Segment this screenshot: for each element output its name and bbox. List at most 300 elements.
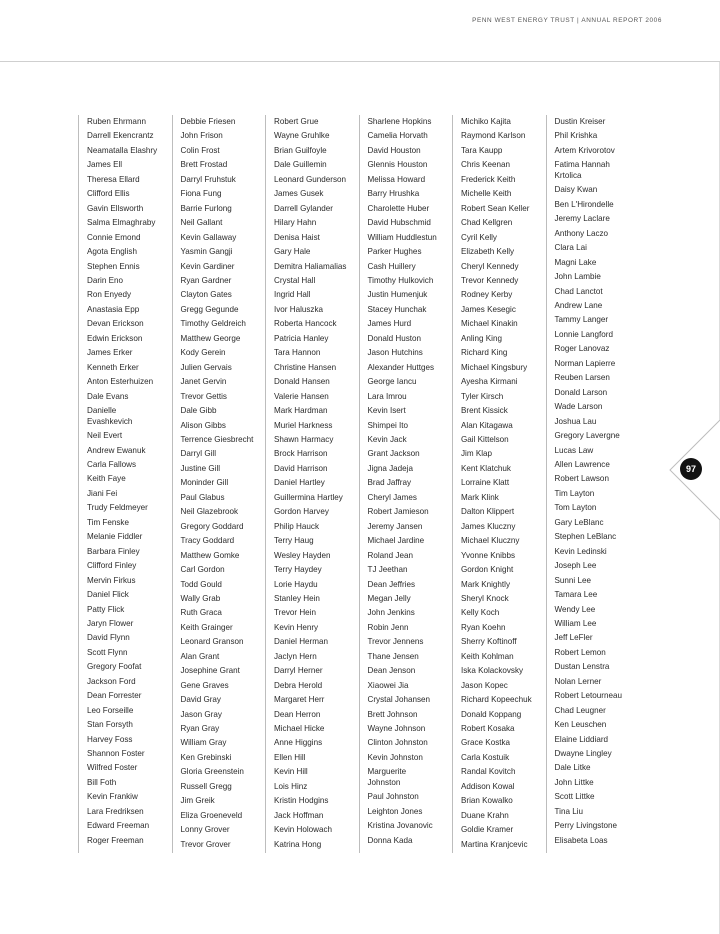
list-item: Harvey Foss [87, 734, 133, 744]
list-item: James Ell [87, 160, 123, 170]
list-item: Lara Fredriksen [87, 806, 144, 816]
list-item: Keith Kohlman [461, 651, 514, 661]
list-item: Daniel Flick [87, 590, 129, 600]
list-item: Dalton Klippert [461, 507, 515, 517]
list-item: Jeff LeFler [554, 633, 593, 643]
list-item: Todd Gould [180, 579, 222, 589]
list-item: Robert Lemon [554, 647, 606, 657]
list-item: Allen Lawrence [554, 459, 610, 469]
list-item: Sharlene Hopkins [367, 117, 432, 126]
list-item: Clifford Ellis [87, 189, 130, 199]
list-item: Philip Hauck [274, 521, 319, 531]
list-item: Mark Klink [461, 492, 499, 502]
list-item: Moninder Gill [180, 478, 229, 488]
list-item: Ruben Ehrmann [87, 117, 146, 126]
list-item: Gregory Goddard [180, 521, 244, 531]
list-item: Cyril Kelly [461, 232, 497, 242]
list-item: Joshua Lau [554, 416, 597, 426]
list-item: Brock Harrison [274, 449, 328, 459]
list-item: TJ Jeethan [367, 565, 408, 575]
list-item: Gloria Greenstein [180, 767, 244, 777]
list-item: Clifford Finley [87, 561, 137, 571]
list-item: Joseph Lee [554, 561, 597, 571]
list-item: Kevin Gardiner [180, 261, 235, 271]
list-item: Kristina Jovanovic [367, 821, 433, 831]
list-item: Tracy Goddard [180, 536, 235, 546]
list-item: Kevin Holowach [274, 825, 333, 835]
list-item: Clayton Gates [180, 290, 232, 300]
list-item: Hilary Hahn [274, 218, 317, 228]
list-item: Katrina Hong [274, 839, 322, 849]
list-item: Leonard Granson [180, 637, 244, 647]
list-item: Kevin Johnston [367, 752, 423, 762]
list-item: Stanley Hein [274, 593, 320, 603]
list-item: Gary Hale [274, 247, 311, 257]
list-item: John Littke [554, 777, 594, 787]
list-item: Dean Forrester [87, 691, 142, 701]
list-item: Lonny Grover [180, 825, 230, 835]
list-item: Dale Litke [554, 763, 591, 773]
list-item: Guillermina Hartley [274, 492, 343, 502]
list-item: Mervin Firkus [87, 575, 136, 585]
list-item: Cash Huillery [367, 261, 416, 271]
list-item: Carl Gordon [180, 565, 225, 575]
list-item: Danielle Evashkevich [87, 406, 133, 426]
list-item: Mark Knightly [461, 579, 511, 589]
list-item: Carla Fallows [87, 459, 137, 469]
list-item: Clinton Johnston [367, 738, 428, 748]
list-item: David Gray [180, 695, 221, 705]
list-item: Carla Kostuik [461, 752, 510, 762]
list-item: Ken Leuschen [554, 720, 607, 730]
list-item: Debbie Friesen [180, 117, 236, 126]
list-item: Tara Kaupp [461, 145, 503, 155]
list-item: Dean Herron [274, 709, 321, 719]
list-item: Wesley Hayden [274, 550, 331, 560]
list-item: Jaryn Flower [87, 618, 134, 628]
list-item: Devan Erickson [87, 319, 144, 329]
list-item: Parker Hughes [367, 247, 422, 257]
list-item: Chad Lanctot [554, 286, 603, 296]
list-item: Stephen LeBlanc [554, 532, 617, 542]
list-item: Ben L'Hirondelle [554, 199, 614, 209]
list-item: Denisa Haist [274, 232, 320, 242]
list-item: Patty Flick [87, 604, 125, 614]
list-item: Reuben Larsen [554, 373, 610, 383]
list-item: Lucas Law [554, 445, 594, 455]
list-item: Roger Freeman [87, 835, 144, 845]
list-item: Dale Guillemin [274, 160, 327, 170]
list-item: Stephen Ennis [87, 261, 140, 271]
list-item: Darin Eno [87, 275, 123, 285]
list-item: David Harrison [274, 463, 328, 473]
list-item: John Jenkins [367, 608, 415, 618]
list-item: Paul Johnston [367, 792, 419, 802]
list-item: Margaret Herr [274, 695, 325, 705]
list-item: Robert Kosaka [461, 724, 515, 734]
list-item: Gavin Ellsworth [87, 203, 144, 213]
list-item: Grant Jackson [367, 449, 420, 459]
list-item: Jim Greik [180, 796, 215, 806]
list-item: Kevin Ledinski [554, 546, 607, 556]
list-item: Ryan Koehn [461, 622, 506, 632]
list-item: Tara Hannon [274, 348, 321, 358]
list-item: Anne Higgins [274, 738, 323, 748]
list-item: Michael Kinakin [461, 319, 518, 329]
list-item: Edwin Erickson [87, 333, 143, 343]
list-item: George Iancu [367, 377, 417, 387]
list-item: Ingrid Hall [274, 290, 311, 300]
list-item: Gregg Gegunde [180, 304, 239, 314]
list-item: Stan Forsyth [87, 720, 133, 730]
list-item: Brad Jaffray [367, 478, 411, 488]
list-item: Camelia Horvath [367, 131, 428, 141]
list-item: Stacey Hunchak [367, 304, 427, 314]
list-item: Crystal Johansen [367, 695, 431, 705]
list-item: Robert Grue [274, 117, 319, 126]
list-item: Sunni Lee [554, 575, 591, 585]
list-item: Paul Glabus [180, 492, 225, 502]
list-item: Brett Johnson [367, 709, 418, 719]
list-item: Dean Jeffries [367, 579, 416, 589]
list-item: Kevin Frankiw [87, 792, 138, 802]
list-item: Jeremy Jansen [367, 521, 423, 531]
list-item: Sheryl Knock [461, 593, 509, 603]
list-item: Roberta Hancock [274, 319, 337, 329]
list-item: Demitra Haliamalias [274, 261, 347, 271]
page-number-badge: 97 [680, 458, 702, 480]
list-item: Michael Hicke [274, 724, 325, 734]
list-item: Alan Kitagawa [461, 420, 513, 430]
list-item: Elaine Liddiard [554, 734, 609, 744]
list-item: Lara Imrou [367, 391, 407, 401]
list-item: Dale Evans [87, 391, 129, 401]
list-item: Iska Kolackovsky [461, 666, 524, 676]
list-item: William Gray [180, 738, 227, 748]
list-item: Josephine Grant [180, 666, 240, 676]
list-item: Martina Kranjcevic [461, 839, 528, 849]
list-item: Keith Grainger [180, 622, 233, 632]
list-item: Trevor Grover [180, 839, 231, 849]
list-item: Bill Foth [87, 777, 117, 787]
list-item: Anthony Laczo [554, 228, 609, 238]
list-item: Trevor Hein [274, 608, 316, 618]
list-item: Donna Kada [367, 835, 413, 845]
list-item: Lorraine Klatt [461, 478, 510, 488]
list-item: David Hubschmid [367, 218, 431, 228]
list-item: Edward Freeman [87, 821, 150, 831]
list-item: William Huddlestun [367, 232, 437, 242]
list-item: Robert Lawson [554, 474, 609, 484]
list-item: Ryan Gardner [180, 275, 232, 285]
list-item: Tammy Langer [554, 315, 609, 325]
list-item: Thane Jensen [367, 651, 419, 661]
list-item: Rodney Kerby [461, 290, 513, 300]
list-item: Gordon Harvey [274, 507, 329, 517]
list-item: Janet Gervin [180, 377, 227, 387]
report-header: PENN WEST ENERGY TRUST | ANNUAL REPORT 2006 [472, 17, 662, 24]
list-item: Leonard Gunderson [274, 174, 346, 184]
list-item: Cheryl James [367, 492, 417, 502]
list-item: Robert Sean Keller [461, 203, 530, 213]
list-item: Phil Krishka [554, 131, 598, 141]
list-item: Perry Livingstone [554, 821, 618, 831]
list-item: Terry Haug [274, 536, 314, 546]
list-item: Dwayne Lingley [554, 749, 612, 759]
list-item: Lois Hinz [274, 781, 308, 791]
list-item: Gregory Foofat [87, 662, 142, 672]
list-item: Brian Kowalko [461, 796, 513, 806]
list-item: Alison Gibbs [180, 420, 226, 430]
list-item: Anling King [461, 333, 502, 343]
list-item: Darrell Ekencrantz [87, 131, 154, 141]
list-item: Justine Gill [180, 463, 221, 473]
list-item: Neil Glazebrook [180, 507, 239, 517]
list-item: Magni Lake [554, 257, 597, 267]
list-item: Valerie Hansen [274, 391, 329, 401]
list-item: Kevin Isert [367, 406, 406, 416]
list-item: Glennis Houston [367, 160, 428, 170]
list-item: Daniel Herman [274, 637, 328, 647]
list-item: Fatima Hannah Krtolica [554, 160, 610, 180]
list-item: Leighton Jones [367, 806, 423, 816]
list-item: Dean Jenson [367, 666, 416, 676]
list-item: James Gusek [274, 189, 324, 199]
list-item: Michael Kluczny [461, 536, 520, 546]
list-item: Addison Kowal [461, 781, 515, 791]
list-item: Elizabeth Kelly [461, 247, 515, 257]
list-item: Wayne Gruhlke [274, 131, 330, 141]
list-item: Patricia Hanley [274, 333, 329, 343]
list-item: Charolette Huber [367, 203, 430, 213]
list-item: Jack Hoffman [274, 810, 324, 820]
list-item: Eliza Groeneveld [180, 810, 243, 820]
list-item: Andrew Ewanuk [87, 445, 146, 455]
list-item: Mark Hardman [274, 406, 328, 416]
list-item: Chad Leugner [554, 705, 606, 715]
list-item: Brent Kissick [461, 406, 508, 416]
list-item: Donald Huston [367, 333, 422, 343]
list-item: Donald Larson [554, 387, 608, 397]
list-item: Ivor Haluszka [274, 304, 324, 314]
list-item: Andrew Lane [554, 300, 603, 310]
list-item: Trevor Gettis [180, 391, 227, 401]
list-item: Dustin Kreiser [554, 117, 606, 126]
list-item: James Erker [87, 348, 133, 358]
list-item: Melissa Howard [367, 174, 426, 184]
list-item: Kelly Koch [461, 608, 500, 618]
name-column-5 [452, 115, 546, 853]
list-item: Jason Kopec [461, 680, 508, 690]
list-item: Kent Klatchuk [461, 463, 511, 473]
list-item: Wendy Lee [554, 604, 596, 614]
list-item: James Hurd [367, 319, 412, 329]
list-item: Lonnie Langford [554, 329, 614, 339]
list-item: Melanie Fiddler [87, 532, 143, 542]
list-item: Trudy Feldmeyer [87, 503, 148, 513]
list-item: Russell Gregg [180, 781, 232, 791]
list-item: Roger Lanovaz [554, 344, 610, 354]
list-item: Michael Jardine [367, 536, 425, 546]
list-item: Gregory Lavergne [554, 431, 620, 441]
list-item: Yvonne Knibbs [461, 550, 516, 560]
list-item: Clara Lai [554, 243, 587, 253]
list-item: Trevor Jennens [367, 637, 424, 647]
list-item: Timothy Geldreich [180, 319, 246, 329]
list-item: Norman Lapierre [554, 358, 616, 368]
list-item: Trevor Kennedy [461, 275, 519, 285]
list-item: Wade Larson [554, 402, 603, 412]
list-item: Terry Haydey [274, 565, 322, 575]
list-item: Brian Guilfoyle [274, 145, 327, 155]
list-item: Timothy Hulkovich [367, 275, 434, 285]
list-item: James Kluczny [461, 521, 516, 531]
list-item: Sherry Koftinoff [461, 637, 517, 647]
list-item: Richard King [461, 348, 508, 358]
list-item: Tina Liu [554, 806, 583, 816]
list-item: Julien Gervais [180, 362, 232, 372]
list-item: Muriel Harkness [274, 420, 333, 430]
list-item: Barrie Furlong [180, 203, 232, 213]
list-item: Daisy Kwan [554, 185, 598, 195]
name-column-3 [265, 115, 359, 853]
list-item: Kristin Hodgins [274, 796, 329, 806]
list-item: Shimpei Ito [367, 420, 408, 430]
list-item: Jason Hutchins [367, 348, 423, 358]
list-item: Jaclyn Hern [274, 651, 317, 661]
list-item: Tyler Kirsch [461, 391, 504, 401]
name-column-1 [78, 115, 172, 853]
list-item: Ryan Gray [180, 724, 220, 734]
list-item: Agota English [87, 247, 137, 257]
list-item: Dustan Lenstra [554, 662, 610, 672]
list-item: Scott Littke [554, 792, 595, 802]
list-item: Megan Jelly [367, 593, 411, 603]
name-column-2 [172, 115, 266, 853]
list-item: Tim Layton [554, 488, 595, 498]
list-item: Jeremy Laclare [554, 214, 610, 224]
list-item: Shawn Harmacy [274, 434, 334, 444]
list-item: Daniel Hartley [274, 478, 325, 488]
list-item: Duane Krahn [461, 810, 509, 820]
list-item: Ken Grebinski [180, 752, 232, 762]
list-item: Gary LeBlanc [554, 517, 604, 527]
list-item: Donald Koppang [461, 709, 522, 719]
list-item: Colin Frost [180, 145, 220, 155]
list-item: Debra Herold [274, 680, 323, 690]
list-item: Kevin Gallaway [180, 232, 237, 242]
list-item: Kenneth Erker [87, 362, 139, 372]
list-item: Neil Gallant [180, 218, 223, 228]
list-item: Randal Kovitch [461, 767, 516, 777]
list-item: Jiani Fei [87, 488, 118, 498]
list-item: Michiko Kajita [461, 117, 511, 126]
list-item: Leo Forseille [87, 705, 134, 715]
list-item: Artem Krivorotov [554, 145, 615, 155]
list-item: Terrence Giesbrecht [180, 434, 254, 444]
list-item: Elisabeta Loas [554, 835, 608, 845]
list-item: Barry Hrushka [367, 189, 420, 199]
list-item: Kevin Hill [274, 767, 308, 777]
list-item: Kody Gerein [180, 348, 226, 358]
list-item: Darryl Herner [274, 666, 323, 676]
list-item: Darryl Gill [180, 449, 217, 459]
list-item: John Lambie [554, 272, 601, 282]
list-item: Gordon Knight [461, 565, 514, 575]
list-item: Wayne Johnson [367, 724, 426, 734]
list-item: Justin Humenjuk [367, 290, 428, 300]
list-item: Matthew Gomke [180, 550, 240, 560]
list-item: Scott Flynn [87, 647, 128, 657]
list-item: Grace Kostka [461, 738, 511, 748]
list-item: Jim Klap [461, 449, 493, 459]
list-item: Connie Emond [87, 232, 141, 242]
list-item: Wally Grab [180, 593, 221, 603]
list-item: David Flynn [87, 633, 130, 643]
list-item: Fiona Fung [180, 189, 222, 199]
list-item: Robert Letourneau [554, 691, 622, 701]
list-item: Marguerite Johnston [367, 767, 407, 787]
list-item: Xiaowei Jia [367, 680, 409, 690]
list-item: Michelle Keith [461, 189, 512, 199]
list-item: Frederick Keith [461, 174, 516, 184]
list-item: John Frison [180, 131, 223, 141]
list-item: Nolan Lerner [554, 676, 602, 686]
list-item: Raymond Karlson [461, 131, 526, 141]
list-item: Anastasia Epp [87, 304, 140, 314]
list-item: Tim Fenske [87, 517, 129, 527]
list-item: Neil Evert [87, 431, 123, 441]
list-item: Gene Graves [180, 680, 229, 690]
list-item: Wilfred Foster [87, 763, 138, 773]
list-item: Darrell Gylander [274, 203, 333, 213]
list-item: Lorie Haydu [274, 579, 318, 589]
list-item: Ayesha Kirmani [461, 377, 518, 387]
list-item: Barbara Finley [87, 546, 140, 556]
list-item: David Houston [367, 145, 421, 155]
list-item: Jigna Jadeja [367, 463, 413, 473]
list-item: Chad Kellgren [461, 218, 513, 228]
list-item: Anton Esterhuizen [87, 377, 154, 387]
list-item: Ron Enyedy [87, 290, 132, 300]
list-item: Donald Hansen [274, 377, 330, 387]
list-item: Christine Hansen [274, 362, 337, 372]
list-item: Robin Jenn [367, 622, 409, 632]
list-item: Theresa Ellard [87, 174, 140, 184]
list-item: William Lee [554, 618, 597, 628]
list-item: Cheryl Kennedy [461, 261, 519, 271]
list-item: Shannon Foster [87, 749, 145, 759]
list-item: Salma Elmaghraby [87, 218, 156, 228]
list-item: Richard Kopeechuk [461, 695, 532, 705]
list-item: Kevin Jack [367, 434, 407, 444]
list-item: Tom Layton [554, 503, 597, 513]
list-item: Jason Gray [180, 709, 222, 719]
list-item: Goldie Kramer [461, 825, 514, 835]
list-item: Michael Kingsbury [461, 362, 528, 372]
list-item: Matthew George [180, 333, 241, 343]
list-item: Keith Faye [87, 474, 126, 484]
list-item: Robert Jamieson [367, 507, 429, 517]
list-item: Roland Jean [367, 550, 413, 560]
list-item: Yasmin Gangji [180, 247, 233, 257]
list-item: Dale Gibb [180, 406, 217, 416]
list-item: James Kesegic [461, 304, 516, 314]
list-item: Crystal Hall [274, 275, 316, 285]
list-item: Ellen Hill [274, 752, 306, 762]
list-item: Jackson Ford [87, 676, 136, 686]
name-columns [78, 115, 639, 853]
